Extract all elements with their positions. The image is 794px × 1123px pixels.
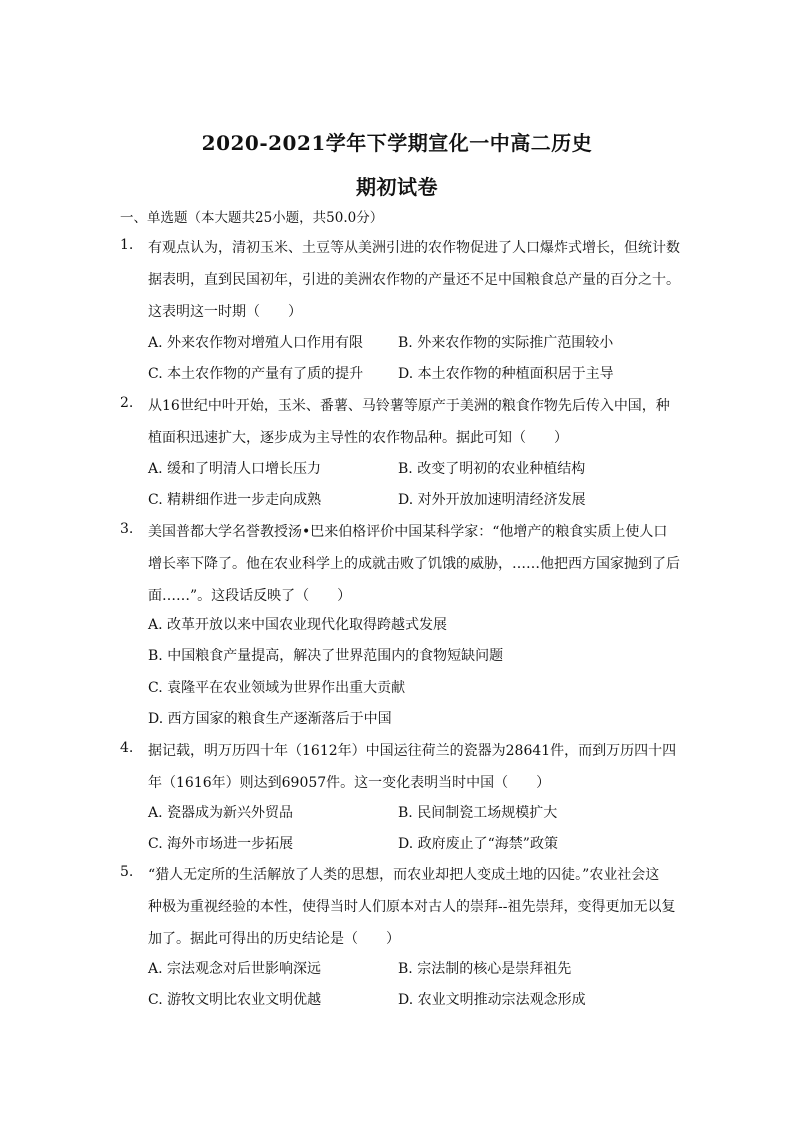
question-number: 5.: [120, 864, 134, 880]
section-heading: 一、单选题（本大题共25小题，共50.0分）: [120, 210, 384, 226]
option-a: A. 改革开放以来中国农业现代化取得跨越式发展: [148, 617, 448, 633]
question-number: 4.: [120, 740, 134, 756]
option-c: C. 游牧文明比农业文明优越: [148, 992, 322, 1008]
option-d: D. 本土农作物的种植面积居于主导: [398, 366, 614, 382]
option-d: D. 农业文明推动宗法观念形成: [398, 992, 586, 1008]
option-d: D. 对外开放加速明清经济发展: [398, 492, 586, 508]
option-d: D. 政府废止了“海禁”政策: [398, 836, 558, 852]
option-b: B. 民间制瓷工场规模扩大: [398, 805, 558, 821]
question-text-line: 年（1616年）则达到69057件。这一变化表明当时中国（ ）: [148, 775, 551, 791]
question-number: 2.: [120, 395, 134, 411]
option-c: C. 袁隆平在农业领域为世界作出重大贡献: [148, 680, 406, 696]
question-text-line: 美国普都大学名誉教授汤•巴来伯格评价中国某科学家：“他增产的粮食实质上使人口: [148, 524, 668, 540]
question-text-line: 有观点认为，清初玉米、土豆等从美洲引进的农作物促进了人口爆炸式增长，但统计数: [148, 240, 680, 256]
option-b: B. 外来农作物的实际推广范围较小: [398, 335, 614, 351]
exam-title: 2020-2021学年下学期宣化一中高二历史: [201, 131, 593, 155]
option-c: C. 本土农作物的产量有了质的提升: [148, 366, 364, 382]
question-text-line: 从16世纪中叶开始，玉米、番薯、马铃薯等原产于美洲的粮食作物先后传入中国，种: [148, 398, 670, 414]
question-number: 1.: [120, 237, 134, 253]
option-a: A. 宗法观念对后世影响深远: [148, 961, 322, 977]
option-d: D. 西方国家的粮食生产逐渐落后于中国: [148, 711, 392, 727]
question-text-line: 加了。据此可得出的历史结论是（ ）: [148, 931, 400, 947]
question-text-line: 植面积迅速扩大，逐步成为主导性的农作物品种。据此可知（ ）: [148, 430, 568, 446]
question-text-line: 据记载，明万历四十年（1612年）中国运往荷兰的瓷器为28641件，而到万历四十四: [148, 743, 677, 759]
question-text-line: 种极为重视经验的本性，使得当时人们原本对古人的崇拜--祖先崇拜，变得更加无以复: [148, 899, 676, 915]
question-text-line: 据表明，直到民国初年，引进的美洲农作物的产量还不足中国粮食总产量的百分之十。: [148, 272, 680, 288]
question-text-line: 增长率下降了。他在农业科学上的成就击败了饥饿的威胁，……他把西方国家抛到了后: [148, 556, 680, 572]
exam-subtitle: 期初试卷: [356, 175, 438, 199]
question-text-line: 面……”。这段话反映了（ ）: [148, 588, 352, 604]
question-text-line: 这表明这一时期（ ）: [148, 304, 302, 320]
option-b: B. 改变了明初的农业种植结构: [398, 461, 586, 477]
option-c: C. 海外市场进一步拓展: [148, 836, 294, 852]
option-b: B. 中国粮食产量提高，解决了世界范围内的食物短缺问题: [148, 648, 504, 664]
option-b: B. 宗法制的核心是崇拜祖先: [398, 961, 572, 977]
option-a: A. 外来农作物对增殖人口作用有限: [148, 335, 364, 351]
question-text-line: “猎人无定所的生活解放了人类的思想，而农业却把人变成土地的囚徒。”农业社会这: [148, 867, 660, 883]
question-number: 3.: [120, 521, 134, 537]
option-a: A. 缓和了明清人口增长压力: [148, 461, 322, 477]
option-c: C. 精耕细作进一步走向成熟: [148, 492, 322, 508]
option-a: A. 瓷器成为新兴外贸品: [148, 805, 294, 821]
